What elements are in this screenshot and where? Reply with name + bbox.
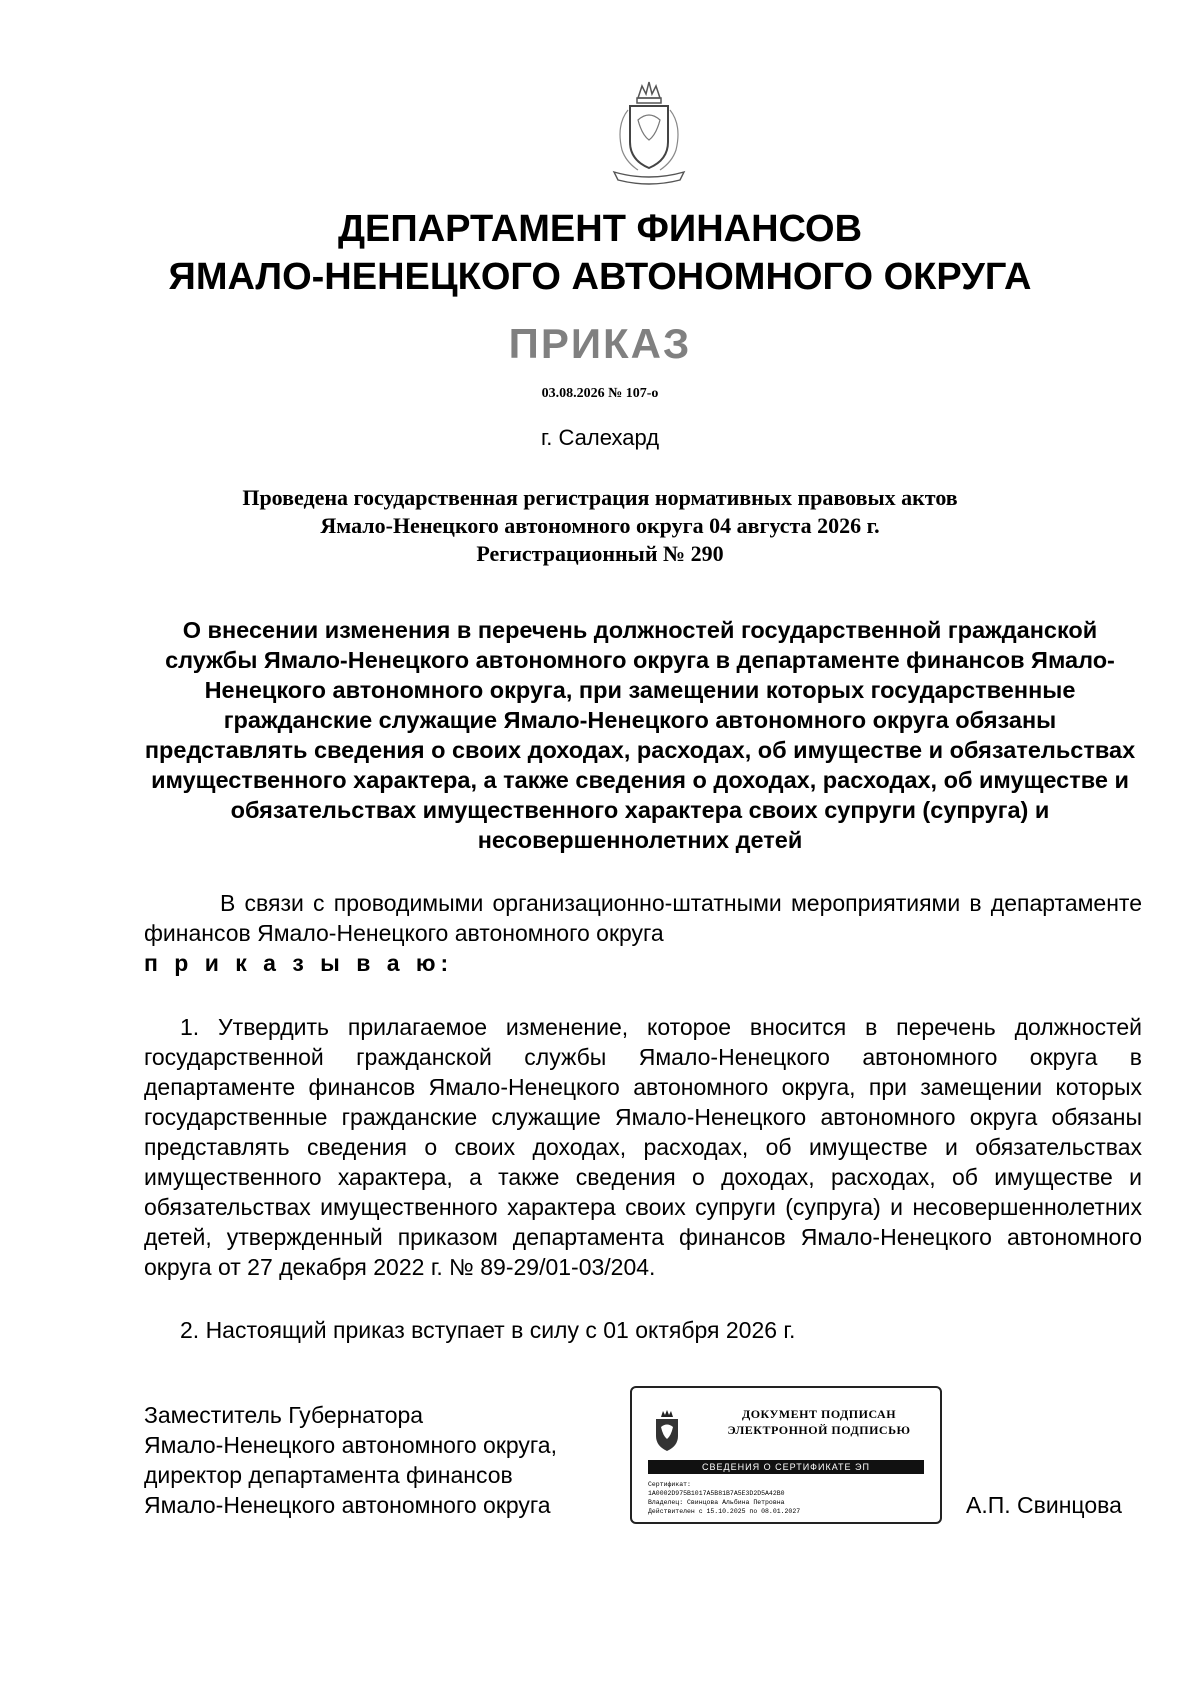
stamp-certificate-bar: СВЕДЕНИЯ О СЕРТИФИКАТЕ ЭП xyxy=(648,1460,924,1474)
signatory-position-line4: Ямало-Ненецкого автономного округа xyxy=(144,1492,551,1518)
electronic-signature-stamp xyxy=(630,1386,942,1524)
stamp-certificate-label: Сертификат: xyxy=(648,1481,691,1488)
department-title-line1: ДЕПАРТАМЕНТ ФИНАНСОВ xyxy=(337,208,863,250)
signatory-position-line2: Ямало-Ненецкого автономного округа, xyxy=(144,1432,557,1458)
order-number: 03.08.2026 № 107-о xyxy=(541,386,659,401)
stamp-owner: Владелец: Свинцова Альбина Петровна xyxy=(648,1499,785,1506)
stamp-heading-line2: ЭЛЕКТРОННОЙ ПОДПИСЬЮ xyxy=(727,1423,911,1437)
department-title-line2: ЯМАЛО-НЕНЕЦКОГО АВТОНОМНОГО ОКРУГА xyxy=(168,256,1032,298)
signatory-position xyxy=(144,1400,557,1520)
registration-line2: Ямало-Ненецкого автономного округа 04 августа 2026 г. xyxy=(320,513,880,538)
stamp-heading xyxy=(706,1406,932,1438)
stamp-heading-line1: ДОКУМЕНТ ПОДПИСАН xyxy=(741,1407,897,1421)
stamp-validity: Действителен с 15.10.2025 по 08.01.2027 xyxy=(648,1508,801,1515)
order-item-1: 1. Утвердить прилагаемое изменение, которое вносится в перечень должностей государственной гражданской службы Ямало-Ненецкого автономного округа в департаменте финансов Ямало-Ненецкого автономного округа, при замещении которых государственные гражданские служащие Ямало-Ненецкого автономного округа обязаны представлять сведения о своих доходах, расходах, об имуществе и обязательствах имущественного характера, а также сведения о доходах, расходах, об имуществе и обязательствах имущественного характера своих супруги (супруга) и несовершеннолетних детей, утвержденный приказом департамента финансов Ямало-Ненецкого автономного округа от 27 декабря 2022 г. № 89-29/01-03/204. xyxy=(144,1014,1142,1280)
stamp-certificate-info xyxy=(648,1480,928,1516)
order-item-2: 2. Настоящий приказ вступает в силу с 01 октября 2026 г. xyxy=(180,1317,796,1343)
signatory-position-line3: директор департамента финансов xyxy=(144,1462,513,1488)
signatory-position-line1: Заместитель Губернатора xyxy=(144,1402,424,1428)
registration-note xyxy=(150,484,1050,568)
city: г. Салехард xyxy=(540,425,660,450)
stamp-certificate-number: 1A0002D975B1017A5B81B7A5E3D2D5A42B0 xyxy=(648,1490,785,1497)
order-title: ПРИКАЗ xyxy=(508,320,692,367)
signatory-name: А.П. Свинцова xyxy=(966,1492,1122,1518)
registration-line3: Регистрационный № 290 xyxy=(476,541,724,566)
department-title xyxy=(100,205,1100,301)
order-subject: О внесении изменения в перечень должностей государственной гражданской службы Ямало-Ненецкого автономного округа в департаменте финансов Ямало-Ненецкого автономного округа, при замещении которых государственные гражданские служащие Ямало-Ненецкого автономного округа обязаны представлять сведения о своих доходах, расходах, об имуществе и обязательствах имущественного характера, а также сведения о доходах, расходах, об имуществе и обязательствах имущественного характера своих супруги (супруга) и несовершеннолетних детей xyxy=(144,617,1136,853)
registration-line1: Проведена государственная регистрация нормативных правовых актов xyxy=(242,485,958,510)
stamp-coat-of-arms-icon xyxy=(650,1410,684,1454)
coat-of-arms-icon xyxy=(608,80,690,185)
order-verb: п р и к а з ы в а ю: xyxy=(144,950,454,976)
preamble-paragraph: В связи с проводимыми организационно-штатными мероприятиями в департаменте финансов Ямало-Ненецкого автономного округа xyxy=(144,890,1142,946)
